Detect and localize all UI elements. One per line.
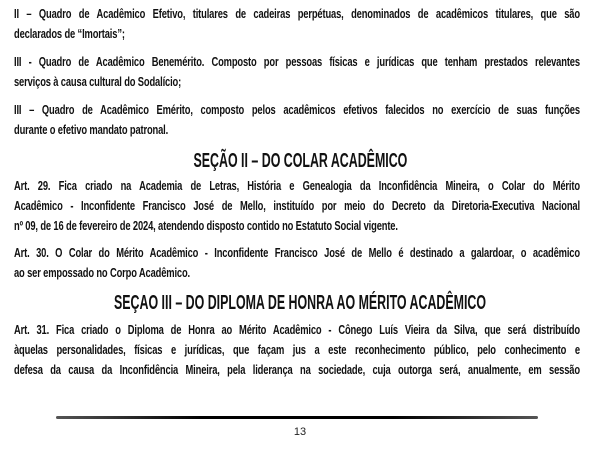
article-31-line: defesa da causa da Inconfidência Mineira, pela liderança na sociedade, cuja outorga será, anualmente, em sessão	[14, 362, 580, 377]
footer-divider	[56, 416, 538, 419]
paragraph-line: durante o efetivo mandato patronal.	[14, 122, 169, 137]
paragraph-line: III - Quadro de Acadêmico Benemérito. Composto por pessoas físicas e jurídicas que tenham prestados relevantes	[14, 54, 580, 69]
article-30-line: Art. 30. O Colar do Mérito Acadêmico - Inconfidente Francisco José de Mello é destinado a galardoar, o acadêmico	[14, 245, 580, 260]
paragraph-line: II – Quadro de Acadêmico Efetivo, titulares de cadeiras perpétuas, denominados de acadêmicos titulares, que são	[14, 6, 580, 21]
paragraph-line: III – Quadro de Acadêmico Emérito, composto pelos acadêmicos efetivos falecidos no exercício de suas funções	[14, 102, 580, 117]
paragraph-line: declarados de “Imortais”;	[14, 26, 125, 41]
article-29-line: nº 09, de 16 de fevereiro de 2024, atendendo disposto contido no Estatuto Social vigente.	[14, 218, 398, 233]
section-heading: SEÇÃO II – DO COLAR ACADÊMICO	[193, 150, 407, 172]
page-number: 13	[293, 426, 307, 438]
paragraph-line: serviços à causa cultural do Sodalício;	[14, 74, 182, 89]
article-30-line: ao ser empossado no Corpo Acadêmico.	[14, 265, 190, 280]
section-heading: SEÇAO III – DO DIPLOMA DE HONRA AO MÉRITO ACADÊMICO	[114, 292, 487, 314]
article-31-line: àquelas personalidades, físicas e jurídicas, que façam jus a este reconhecimento público, pelo conhecimento e	[14, 342, 580, 357]
article-29-line: Art. 29. Fica criado na Academia de Letras, História e Genealogia da Inconfidência Mineira, o Colar do Mérito	[14, 178, 580, 193]
article-29-line: Acadêmico - Inconfidente Francisco José de Mello, instituído por meio do Decreto da Diretoria-Executiva Nacional	[14, 198, 580, 213]
article-31-line: Art. 31. Fica criado o Diploma de Honra ao Mérito Acadêmico - Cônego Luís Vieira da Silva, que será distribuído	[14, 322, 580, 337]
